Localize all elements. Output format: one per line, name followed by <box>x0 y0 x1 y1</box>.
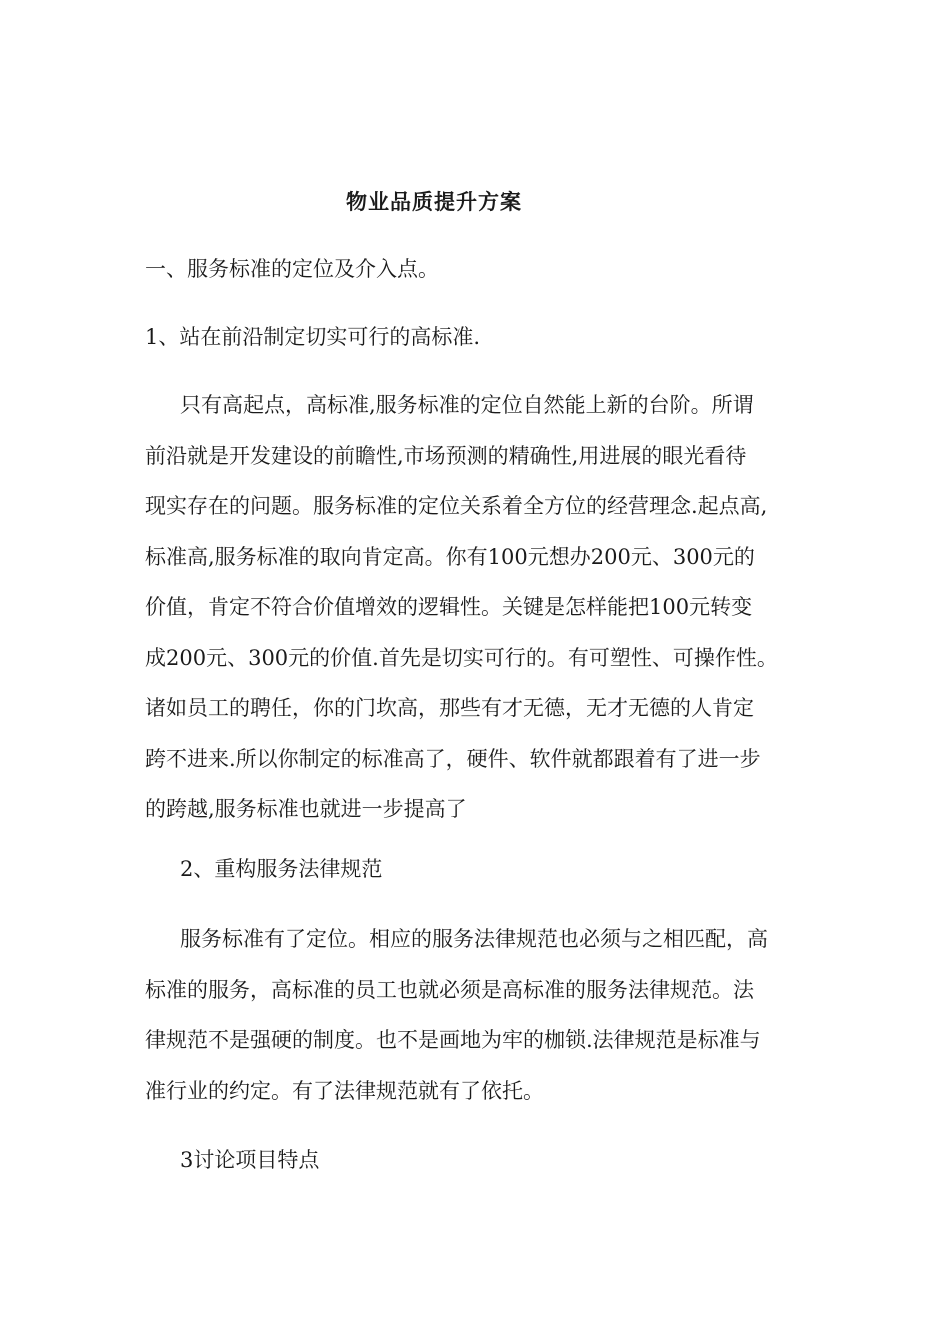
paragraph-1-line: 现实存在的问题。服务标准的定位关系着全方位的经营理念.起点高, <box>145 494 768 518</box>
paragraph-1-line: 诸如员工的聘任，你的门坎高，那些有才无德，无才无德的人肯定 <box>145 696 754 720</box>
item-heading-3: 3讨论项目特点 <box>180 1148 320 1172</box>
paragraph-1-line: 只有高起点，高标准,服务标准的定位自然能上新的台阶。所谓 <box>180 393 754 417</box>
paragraph-1-line: 成200元、300元的价值.首先是切实可行的。有可塑性、可操作性。 <box>145 645 778 670</box>
item-heading-1: 1、站在前沿制定切实可行的高标准. <box>145 325 481 349</box>
paragraph-1-line: 价值，肯定不符合价值增效的逻辑性。关键是怎样能把100元转变 <box>145 595 753 619</box>
section-heading-1: 一、服务标准的定位及介入点。 <box>145 257 439 281</box>
paragraph-2-line: 服务标准有了定位。相应的服务法律规范也必须与之相匹配，高 <box>180 927 768 951</box>
paragraph-1-line: 跨不进来.所以你制定的标准高了，硬件、软件就都跟着有了进一步 <box>145 746 761 771</box>
paragraph-1-line: 的跨越,服务标准也就进一步提高了 <box>145 797 467 821</box>
paragraph-2-line: 标准的服务，高标准的员工也就必须是高标准的服务法律规范。法 <box>145 977 754 1002</box>
paragraph-1-line: 标准高,服务标准的取向肯定高。你有100元想办200元、300元的 <box>145 544 755 569</box>
document-title: 物业品质提升方案 <box>346 189 522 214</box>
paragraph-2-line: 准行业的约定。有了法律规范就有了依托。 <box>145 1078 544 1103</box>
paragraph-1-line: 前沿就是开发建设的前瞻性,市场预测的精确性,用进展的眼光看待 <box>145 443 747 468</box>
paragraph-1 <box>145 380 820 835</box>
paragraph-2-line: 律规范不是强硬的制度。也不是画地为牢的枷锁.法律规范是标准与 <box>145 1028 761 1052</box>
paragraph-2 <box>145 914 820 1116</box>
item-heading-2: 2、重构服务法律规范 <box>180 857 383 881</box>
